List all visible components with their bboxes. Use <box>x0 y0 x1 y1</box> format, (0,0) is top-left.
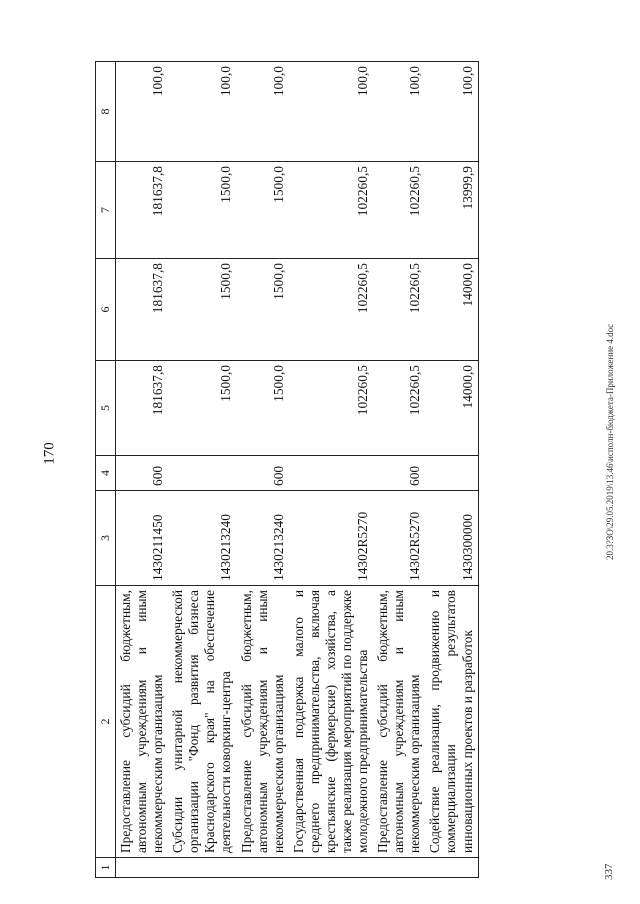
row-code: 1430300000 <box>425 491 478 586</box>
table-row <box>237 62 289 878</box>
table-row <box>425 62 478 878</box>
row-code: 14302R5270 <box>373 491 425 586</box>
row-name: Предоставление субсидий бюджетным, автономным учреждениям и иным некоммерческим организациям <box>373 586 425 858</box>
row-name: Субсидии унитарной некоммерческой организации "Фонд развития бизнеса Краснодарского края" на обеспечение деятельности коворкинг-центра <box>168 586 236 858</box>
row-type <box>168 456 236 491</box>
row-name: Предоставление субсидий бюджетным, автономным учреждениям и иным некоммерческим организациям <box>237 586 289 858</box>
row-value-5: 1500,0 <box>237 361 289 456</box>
row-name: Государственная поддержка малого и среднего предпринимательства, включая крестьянские (фермерские) хозяйства, а также реализация мероприятий по поддержке молодежного предпринимательства <box>289 586 373 858</box>
row-name: Предоставление субсидий бюджетным, автономным учреждениям и иным некоммерческим организациям <box>116 586 169 858</box>
row-value-7: 13999,9 <box>425 162 478 259</box>
row-value-7: 181637,8 <box>116 162 169 259</box>
row-code: 1430211450 <box>116 491 169 586</box>
row-number-cell <box>373 858 425 878</box>
row-value-6: 1500,0 <box>237 259 289 361</box>
row-number-cell <box>289 858 373 878</box>
table-row <box>373 62 425 878</box>
row-type: 600 <box>116 456 169 491</box>
header-row <box>96 62 116 878</box>
row-number-cell <box>168 858 236 878</box>
row-value-8: 100,0 <box>425 62 478 162</box>
table-row <box>168 62 236 878</box>
row-value-8: 100,0 <box>168 62 236 162</box>
col-header-3: 3 <box>96 491 116 586</box>
row-value-6: 1500,0 <box>168 259 236 361</box>
row-value-5: 1500,0 <box>168 361 236 456</box>
col-header-5: 5 <box>96 361 116 456</box>
table-row <box>289 62 373 878</box>
row-value-7: 102260,5 <box>289 162 373 259</box>
col-header-6: 6 <box>96 259 116 361</box>
corner-mark-text: 337 <box>603 863 615 880</box>
row-value-5: 102260,5 <box>289 361 373 456</box>
row-value-8: 100,0 <box>289 62 373 162</box>
row-value-6: 102260,5 <box>289 259 373 361</box>
row-value-5: 14000,0 <box>425 361 478 456</box>
row-code: 1430213240 <box>168 491 236 586</box>
row-code: 14302R5270 <box>289 491 373 586</box>
row-value-6: 14000,0 <box>425 259 478 361</box>
row-value-7: 1500,0 <box>237 162 289 259</box>
row-type <box>289 456 373 491</box>
col-header-2: 2 <box>96 586 116 858</box>
row-value-5: 181637,8 <box>116 361 169 456</box>
table-row <box>116 62 169 878</box>
row-type <box>425 456 478 491</box>
row-value-6: 102260,5 <box>373 259 425 361</box>
row-number-cell <box>116 858 169 878</box>
row-value-8: 100,0 <box>373 62 425 162</box>
row-value-6: 181637,8 <box>116 259 169 361</box>
row-value-8: 100,0 <box>116 62 169 162</box>
footer-path-text: 20.3?ЗО\29.05.2019\13.46\исполн-бюджета-Приложение 4.doc <box>605 323 615 560</box>
row-type: 600 <box>237 456 289 491</box>
row-number-cell <box>237 858 289 878</box>
row-value-5: 102260,5 <box>373 361 425 456</box>
col-header-7: 7 <box>96 162 116 259</box>
row-value-8: 100,0 <box>237 62 289 162</box>
budget-table <box>95 61 479 878</box>
row-number-cell <box>425 858 478 878</box>
col-header-8: 8 <box>96 62 116 162</box>
page-number: 170 <box>41 442 58 465</box>
col-header-1: 1 <box>96 858 116 878</box>
row-type: 600 <box>373 456 425 491</box>
row-name: Содействие реализации, продвижению и коммерциализации результатов инновационных проектов и разработок <box>425 586 478 858</box>
col-header-4: 4 <box>96 456 116 491</box>
row-value-7: 1500,0 <box>168 162 236 259</box>
row-value-7: 102260,5 <box>373 162 425 259</box>
row-code: 1430213240 <box>237 491 289 586</box>
